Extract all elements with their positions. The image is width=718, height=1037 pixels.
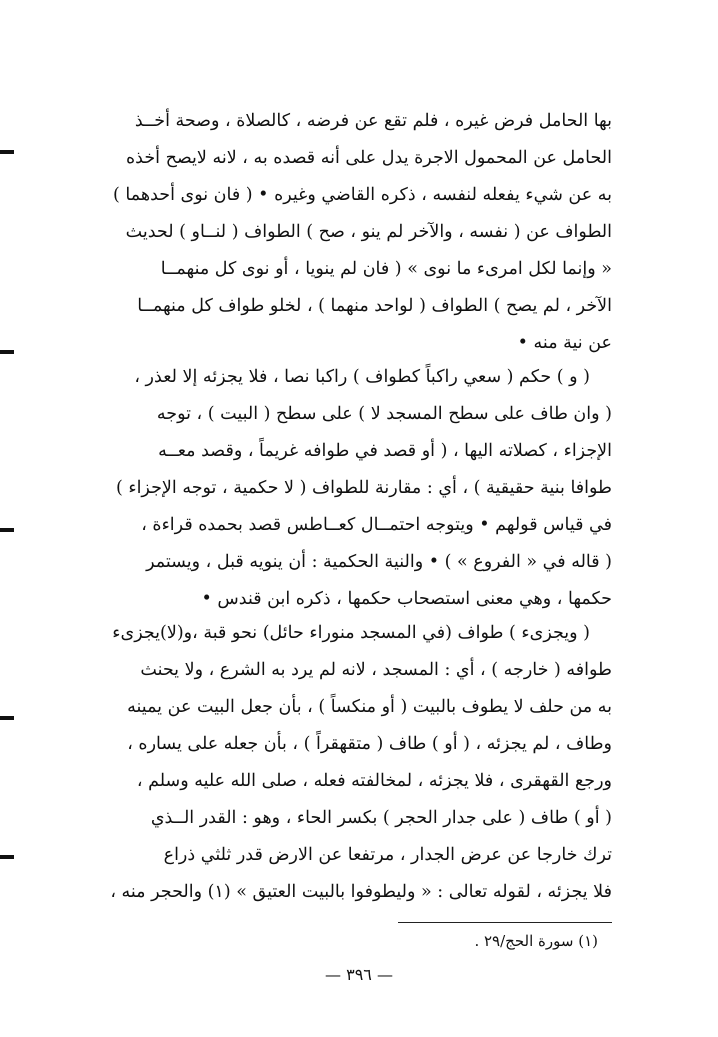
text-line: طوافا بنية حقيقية ) ، أي : مقارنة للطواف ( لا حكمية ، توجه الإجزاء )	[115, 478, 612, 498]
text-line: فلا يجزئه ، لقوله تعالى : « وليطوفوا بالبيت العتيق » (١) والحجر منه ،	[110, 882, 612, 902]
text-line: الحامل عن المحمول الاجرة يدل على أنه قصده به ، لانه لايصح أخذه	[125, 148, 612, 168]
text-line: طوافه ( خارجه ) ، أي : المسجد ، لانه لم يرد به الشرع ، ولا يحنث	[140, 660, 612, 680]
text-line: به عن شيء يفعله لنفسه ، ذكره القاضي وغيره • ( فان نوى أحدهما )	[113, 185, 612, 205]
text-line: به من حلف لا يطوف بالبيت ( أو منكساً ) ، بأن جعل البيت عن يمينه	[127, 697, 612, 717]
text-line: ( قاله في « الفروع » ) • والنية الحكمية : أن ينويه قبل ، ويستمر	[146, 552, 612, 572]
text-line: ترك خارجا عن عرض الجدار ، مرتفعا عن الارض قدر ثلثي ذراع	[163, 845, 612, 865]
text-line: الإجزاء ، كصلاته اليها ، ( أو قصد في طوافه غريماً ، وقصد معــه	[158, 441, 612, 461]
text-line: عن نية منه •	[517, 333, 612, 353]
text-line: في قياس قولهم • ويتوجه احتمــال كعــاطس قصد بحمده قراءة ،	[141, 515, 612, 535]
text-line: ( وان طاف على سطح المسجد لا ) على سطح ( البيت ) ، توجه	[156, 404, 612, 424]
text-line: ورجع القهقرى ، فلا يجزئه ، لمخالفته فعله ، صلى الله عليه وسلم ،	[136, 771, 612, 791]
footnote-divider	[398, 922, 612, 923]
text-line: ( أو ) طاف ( على جدار الحجر ) بكسر الحاء ، وهو : القدر الــذي	[150, 808, 612, 828]
footnote: (١) سورة الحج/٢٩ .	[474, 932, 598, 950]
text-line: ( ويجزىء ) طواف (في المسجد منوراء حائل) نحو قبة ،و(لا)يجزىء	[112, 623, 590, 643]
text-line: الآخر ، لم يصح ) الطواف ( لواحد منهما ) ، لخلو طواف كل منهمــا	[137, 296, 612, 316]
page-number: — ٣٩٦ —	[325, 965, 393, 984]
text-line: بها الحامل فرض غيره ، فلم تقع عن فرضه ، كالصلاة ، وصحة أخــذ	[134, 111, 612, 131]
text-line: حكمها ، وهي معنى استصحاب حكمها ، ذكره ابن قندس •	[201, 589, 612, 609]
text-line: الطواف عن ( نفسه ، والآخر لم ينو ، صح ) الطواف ( لنــاو ) لحديث	[125, 222, 612, 242]
margin-mark	[0, 350, 14, 354]
text-line: ( و ) حكم ( سعي راكباً كطواف ) راكبا نصا ، فلا يجزئه إلا لعذر ،	[134, 367, 590, 387]
text-line: « وإنما لكل امرىء ما نوى » ( فان لم ينويا ، أو نوى كل منهمــا	[160, 259, 612, 279]
margin-mark	[0, 150, 14, 154]
paragraph-3	[90, 615, 612, 911]
margin-mark	[0, 716, 14, 720]
margin-mark	[0, 528, 14, 532]
margin-mark	[0, 855, 14, 859]
paragraph-2	[90, 359, 612, 618]
paragraph-1	[90, 103, 612, 362]
text-line: وطاف ، لم يجزئه ، ( أو ) طاف ( متقهقراً ) ، بأن جعله على يساره ،	[127, 734, 612, 754]
